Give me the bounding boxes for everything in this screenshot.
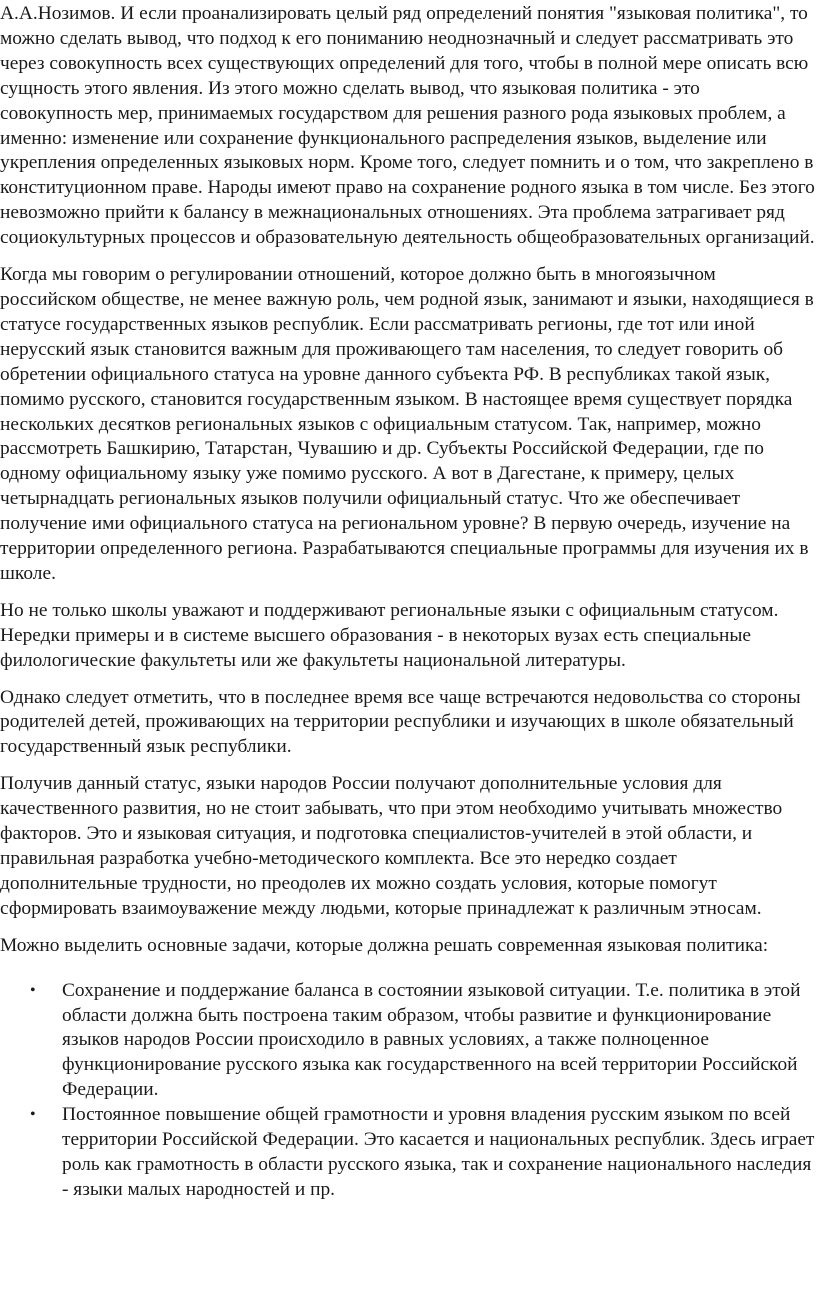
- bullet-icon: •: [30, 981, 36, 999]
- list-item-text: Сохранение и поддержание баланса в состоянии языковой ситуации. Т.е. политика в этой области должна быть построена таким образом, чтобы развитие и функционирование языков народов России происходило в равных условиях, а также полноценное функционирование русского языка как государственного на всей территории Российской Федерации.: [62, 979, 801, 1101]
- paragraph-regional-languages: Когда мы говорим о регулировании отношений, которое должно быть в многоязычном российском обществе, не менее важную роль, чем родной язык, занимают и языки, находящиеся в статусе государственных языков республик. Если рассматривать регионы, где тот или иной нерусский язык становится важным для проживающего там населения, то следует говорить об обретении официального статуса на уровне данного субъекта РФ. В республиках такой язык, помимо русского, становится государственным языком. В настоящее время существует порядка нескольких десятков региональных языков с официальным статусом. Так, например, можно рассмотреть Башкирию, Татарстан, Чувашию и др. Субъекты Российской Федерации, где по одному официальному языку уже помимо русского. А вот в Дагестане, к примеру, целых четырнадцать региональных языков получили официальный статус. Что же обеспечивает получение ими официального статуса на региональном уровне? В первую очередь, изучение на территории определенного региона. Разрабатываются специальные программы для изучения их в школе.: [0, 264, 814, 584]
- paragraph-higher-education: Но не только школы уважают и поддерживают региональные языки с официальным статусом. Нередки примеры и в системе высшего образования - в некоторых вузах есть специальные филологические факультеты или же факультеты национальной литературы.: [0, 599, 779, 671]
- list-item: [0, 1103, 816, 1203]
- task-list: [0, 979, 816, 1203]
- bullet-icon: •: [30, 1106, 36, 1124]
- paragraph-definition: А.А.Нозимов. И если проанализировать целый ряд определений понятия "языковая политика", то можно сделать вывод, что подход к его пониманию неоднозначный и следует рассматривать это через совокупность всех существующих определений для того, чтобы в полной мере описать всю сущность этого явления. Из этого можно сделать вывод, что языковая политика - это совокупность мер, принимаемых государством для решения разного рода языковых проблем, а именно: изменение или сохранение функционального распределения языков, выделение или укрепления определенных языковых норм. Кроме того, следует помнить и о том, что закреплено в конституционном праве. Народы имеют право на сохранение родного языка в том числе. Без этого невозможно прийти к балансу в межнациональных отношениях. Эта проблема затрагивает ряд социокультурных процессов и образовательную деятельность общеобразовательных организаций.: [0, 3, 815, 249]
- paragraph-tasks-intro: Можно выделить основные задачи, которые должна решать современная языковая политика:: [0, 934, 769, 956]
- list-item-text: Постоянное повышение общей грамотности и уровня владения русским языком по всей территории Российской Федерации. Это касается и национальных республик. Здесь играет роль как грамотность в области русского языка, так и сохранение национального наследия - языки малых народностей и пр.: [62, 1104, 815, 1200]
- list-item: [0, 979, 816, 1104]
- paragraph-parents-discontent: Однако следует отметить, что в последнее время все чаще встречаются недовольства со стороны родителей детей, проживающих на территории республики и изучающих в школе обязательный государственный язык республики.: [0, 686, 801, 758]
- paragraph-status-conditions: Получив данный статус, языки народов России получают дополнительные условия для качественного развития, но не стоит забывать, что при этом необходимо учитывать множество факторов. Это и языковая ситуация, и подготовка специалистов-учителей в этой области, и правильная разработка учебно-методического комплекта. Все это нередко создает дополнительные трудности, но преодолев их можно создать условия, которые помогут сформировать взаимоуважение между людьми, которые принадлежат к различным этносам.: [0, 773, 783, 919]
